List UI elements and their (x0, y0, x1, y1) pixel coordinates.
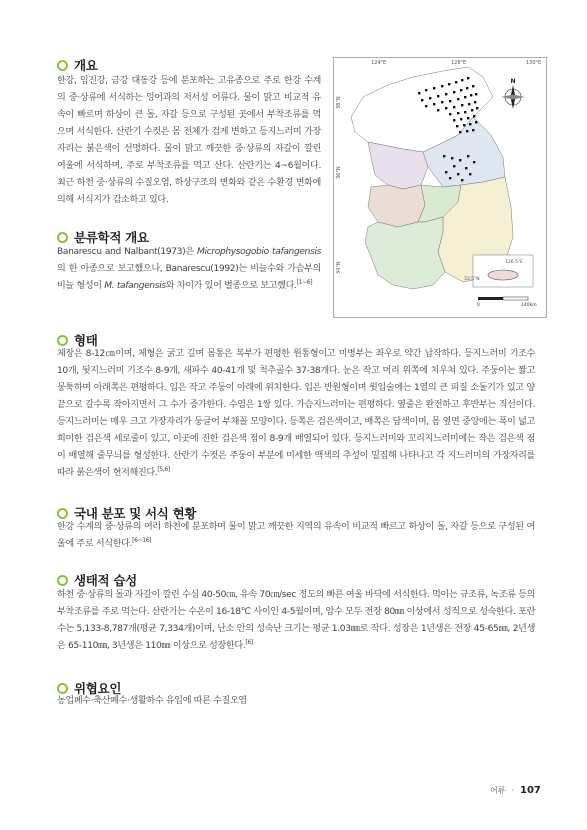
occurrence-marker (468, 103, 470, 105)
occurrence-marker (441, 101, 443, 103)
occurrence-marker (425, 89, 427, 91)
occurrence-marker (455, 81, 457, 83)
section-title: 개요 (74, 58, 98, 73)
occurrence-marker (445, 93, 447, 95)
taxonomy-text (57, 244, 321, 295)
occurrence-marker (470, 94, 472, 96)
inset-lon-label: 126.5°E (505, 260, 523, 265)
occurrence-marker (464, 111, 466, 113)
occurrence-marker (453, 106, 455, 108)
occurrence-marker (475, 121, 477, 123)
occurrence-marker (460, 118, 462, 120)
occurrence-marker (445, 171, 447, 173)
scale-end-label: 140km (521, 303, 537, 308)
occurrence-marker (457, 173, 459, 175)
section-title: 위협요인 (74, 681, 122, 696)
scientific-name: Microphysogobio tafangensis (197, 247, 322, 257)
reference-mark: [1~6] (296, 278, 313, 286)
reference-mark: [5,6] (157, 465, 170, 473)
taxonomy-text-part: 의 한 아종으로 보고했으나, Banarescu(1992)는 비늘수와 가슴부의 비늘 형성이 (57, 264, 321, 291)
occurrence-marker (472, 129, 474, 131)
footer-separator: · (511, 786, 515, 795)
distribution-body: 한강 수계의 중·상류의 여러 하천에 분포하며 물이 맑고 깨끗한 지역의 유속이 비교적 빠르고 하상이 돌, 자갈 등으로 구성된 여울에 주로 서식한다. (57, 522, 535, 549)
section-heading-overview (57, 56, 98, 74)
occurrence-marker (461, 179, 463, 181)
occurrence-marker (461, 104, 463, 106)
scale-start-label: 0 (477, 303, 480, 308)
lat-label: 38°N (336, 96, 342, 109)
occurrence-marker (449, 113, 451, 115)
occurrence-marker (466, 87, 468, 89)
reference-mark: [6~16] (132, 536, 152, 544)
occurrence-marker (449, 177, 451, 179)
occurrence-marker (433, 87, 435, 89)
occurrence-marker (469, 123, 471, 125)
bullet-icon (57, 683, 68, 694)
bullet-icon (57, 508, 68, 519)
compass-north-label: N (510, 78, 516, 85)
scientific-name: M. tafangensis (104, 281, 166, 291)
occurrence-marker (433, 103, 435, 105)
lon-label: 124°E (371, 60, 387, 66)
occurrence-marker (425, 105, 427, 107)
occurrence-marker (459, 159, 461, 161)
morphology-text (57, 346, 535, 482)
occurrence-marker (457, 98, 459, 100)
occurrence-marker (471, 109, 473, 111)
ecology-body: 하천 중·상류의 돌과 자갈이 깔린 수심 40-50㎝, 유속 70㎝/sec 정도의 빠른 여울 바닥에 서식한다. 먹이는 규조류, 녹조류 등의 부착조류를 주로 먹는다. 산란기는 수온이 16-18℃ 사이인 4-5월이며, 암수 모두 전장 80㎜ 이상에서 성적으로 성숙한다. 포란수는 5,133-8,787개(평균 7,334개)이며, 난소 안의 성숙난 크기는 평균 1.03㎜로 작다. 성장은 1년생은 전장 45-65㎜, 2년생은 65-110㎜, 3년생은 110㎜ 이상으로 성장한다. (57, 590, 535, 651)
occurrence-marker (467, 117, 469, 119)
occurrence-marker (456, 125, 458, 127)
page-footer (490, 785, 541, 796)
occurrence-marker (445, 107, 447, 109)
section-title: 분류학적 개요 (74, 230, 149, 245)
occurrence-marker (476, 107, 478, 109)
occurrence-marker (460, 89, 462, 91)
bullet-icon (57, 575, 68, 586)
occurrence-marker (421, 99, 423, 101)
page-number: 107 (520, 785, 541, 796)
jeju-island (488, 270, 518, 280)
occurrence-marker (472, 85, 474, 87)
threats-text: 농업폐수·축산폐수·생활하수 유입에 따른 수질오염 (57, 696, 247, 706)
bullet-icon (57, 60, 68, 71)
occurrence-marker (467, 77, 469, 79)
occurrence-marker (464, 96, 466, 98)
occurrence-marker (474, 101, 476, 103)
occurrence-marker (469, 173, 471, 175)
occurrence-marker (441, 85, 443, 87)
occurrence-marker (429, 97, 431, 99)
occurrence-marker (437, 95, 439, 97)
footer-category: 어류 (490, 786, 506, 795)
ecology-text (57, 587, 535, 655)
lat-label: 36°N (336, 166, 342, 179)
occurrence-marker (453, 91, 455, 93)
occurrence-marker (453, 165, 455, 167)
distribution-text (57, 519, 535, 553)
occurrence-marker (473, 115, 475, 117)
occurrence-marker (463, 124, 465, 126)
occurrence-marker (475, 93, 477, 95)
occurrence-marker (451, 157, 453, 159)
inset-lat-label: 33.5°N (464, 277, 480, 282)
reference-mark: [6] (245, 638, 253, 646)
occurrence-marker (459, 131, 461, 133)
occurrence-marker (449, 100, 451, 102)
occurrence-marker (461, 79, 463, 81)
morphology-body: 체장은 8-12㎝이며, 체형은 굵고 길며 몸통은 복부가 편평한 원통형이고 미병부는 좌우로 약간 납작하다. 등지느러미 기조수 10개, 뒷지느러미 기조수 8-9개, 새파수 40-41개 및 척추골수 37-38개다. 눈은 작고 머리 위쪽에 치우쳐 있다. 주둥이는 짧고 뭉툭하며 아래쪽은 편평하다. 입은 작고 주둥이 아래에 위치한다. 입은 반원형이며 윗입술에는 1열의 큰 피질 소돌기가 있고 양끝으로 갈수록 작아지면서 그 수가 증가한다. 수염은 1쌍 있다. 가슴지느러미는 편평하다. 옆줄은 완전하고 후반부는 직선이다. 등지느러미는 매우 크고 가장자리가 둥글어 부채꼴 모양이다. 등쪽은 검은색이고, 배쪽은 담색이며, 몸 옆면 중앙에는 폭이 넓고 희미한 검은색 세로줄이 있고, 이곳에 진한 검은색 점이 8-9개 배열되어 있다. 등지느러미와 꼬리지느러미에는 작은 검은색 점이 배열해 줄무늬를 형성한다. 산란기 수컷은 주둥이 부분에 미세한 백색의 추성이 밀집해 나타나고 각 지느러미의 가장자리를 따라 붉은색이 현저해진다. (57, 349, 535, 478)
lat-label: 34°N (336, 261, 342, 274)
section-title: 생태적 습성 (74, 573, 137, 588)
lon-label: 130°E (526, 60, 542, 66)
distribution-map (333, 57, 547, 318)
occurrence-marker (465, 167, 467, 169)
bullet-icon (57, 232, 68, 243)
taxonomy-text-part: Banarescu and Nalbant(1973)은 (57, 247, 197, 257)
section-title: 국내 분포 및 서식 현황 (74, 506, 197, 521)
occurrence-marker (457, 112, 459, 114)
occurrence-marker (443, 155, 445, 157)
occurrence-marker (418, 92, 420, 94)
section-title: 형태 (74, 333, 98, 348)
lon-label: 128°E (451, 60, 467, 66)
bullet-icon (57, 335, 68, 346)
occurrence-marker (437, 109, 439, 111)
occurrence-marker (467, 155, 469, 157)
overview-text: 한강, 임진강, 금강 대동강 등에 분포하는 고유종으로 주로 한강 수계의 중·상류에 서식하는 잉어과의 저서성 어류다. 물이 맑고 비교적 유속이 빠르며 하상이 큰 돌, 자갈 등으로 구성된 곳에서 부착조류를 먹으며 서식한다. 산란기 수컷은 몸 전체가 검게 변하고 등지느러미 가장자리는 붉은색이 선명하다. 물이 맑고 깨끗한 중·상류의 자갈이 깔린 여울에 서식하며, 주로 부착조류를 먹고 산다. 산란기는 4~6월이다. 최근 하천 중·상류의 수질오염, 하상구조의 변화와 같은 수환경 변화에 의해 서식지가 감소하고 있다. (57, 76, 321, 205)
occurrence-marker (466, 130, 468, 132)
occurrence-marker (448, 83, 450, 85)
occurrence-marker (473, 161, 475, 163)
occurrence-marker (453, 119, 455, 121)
taxonomy-text-part: 와 차이가 있어 별종으로 보고했다. (165, 281, 297, 291)
